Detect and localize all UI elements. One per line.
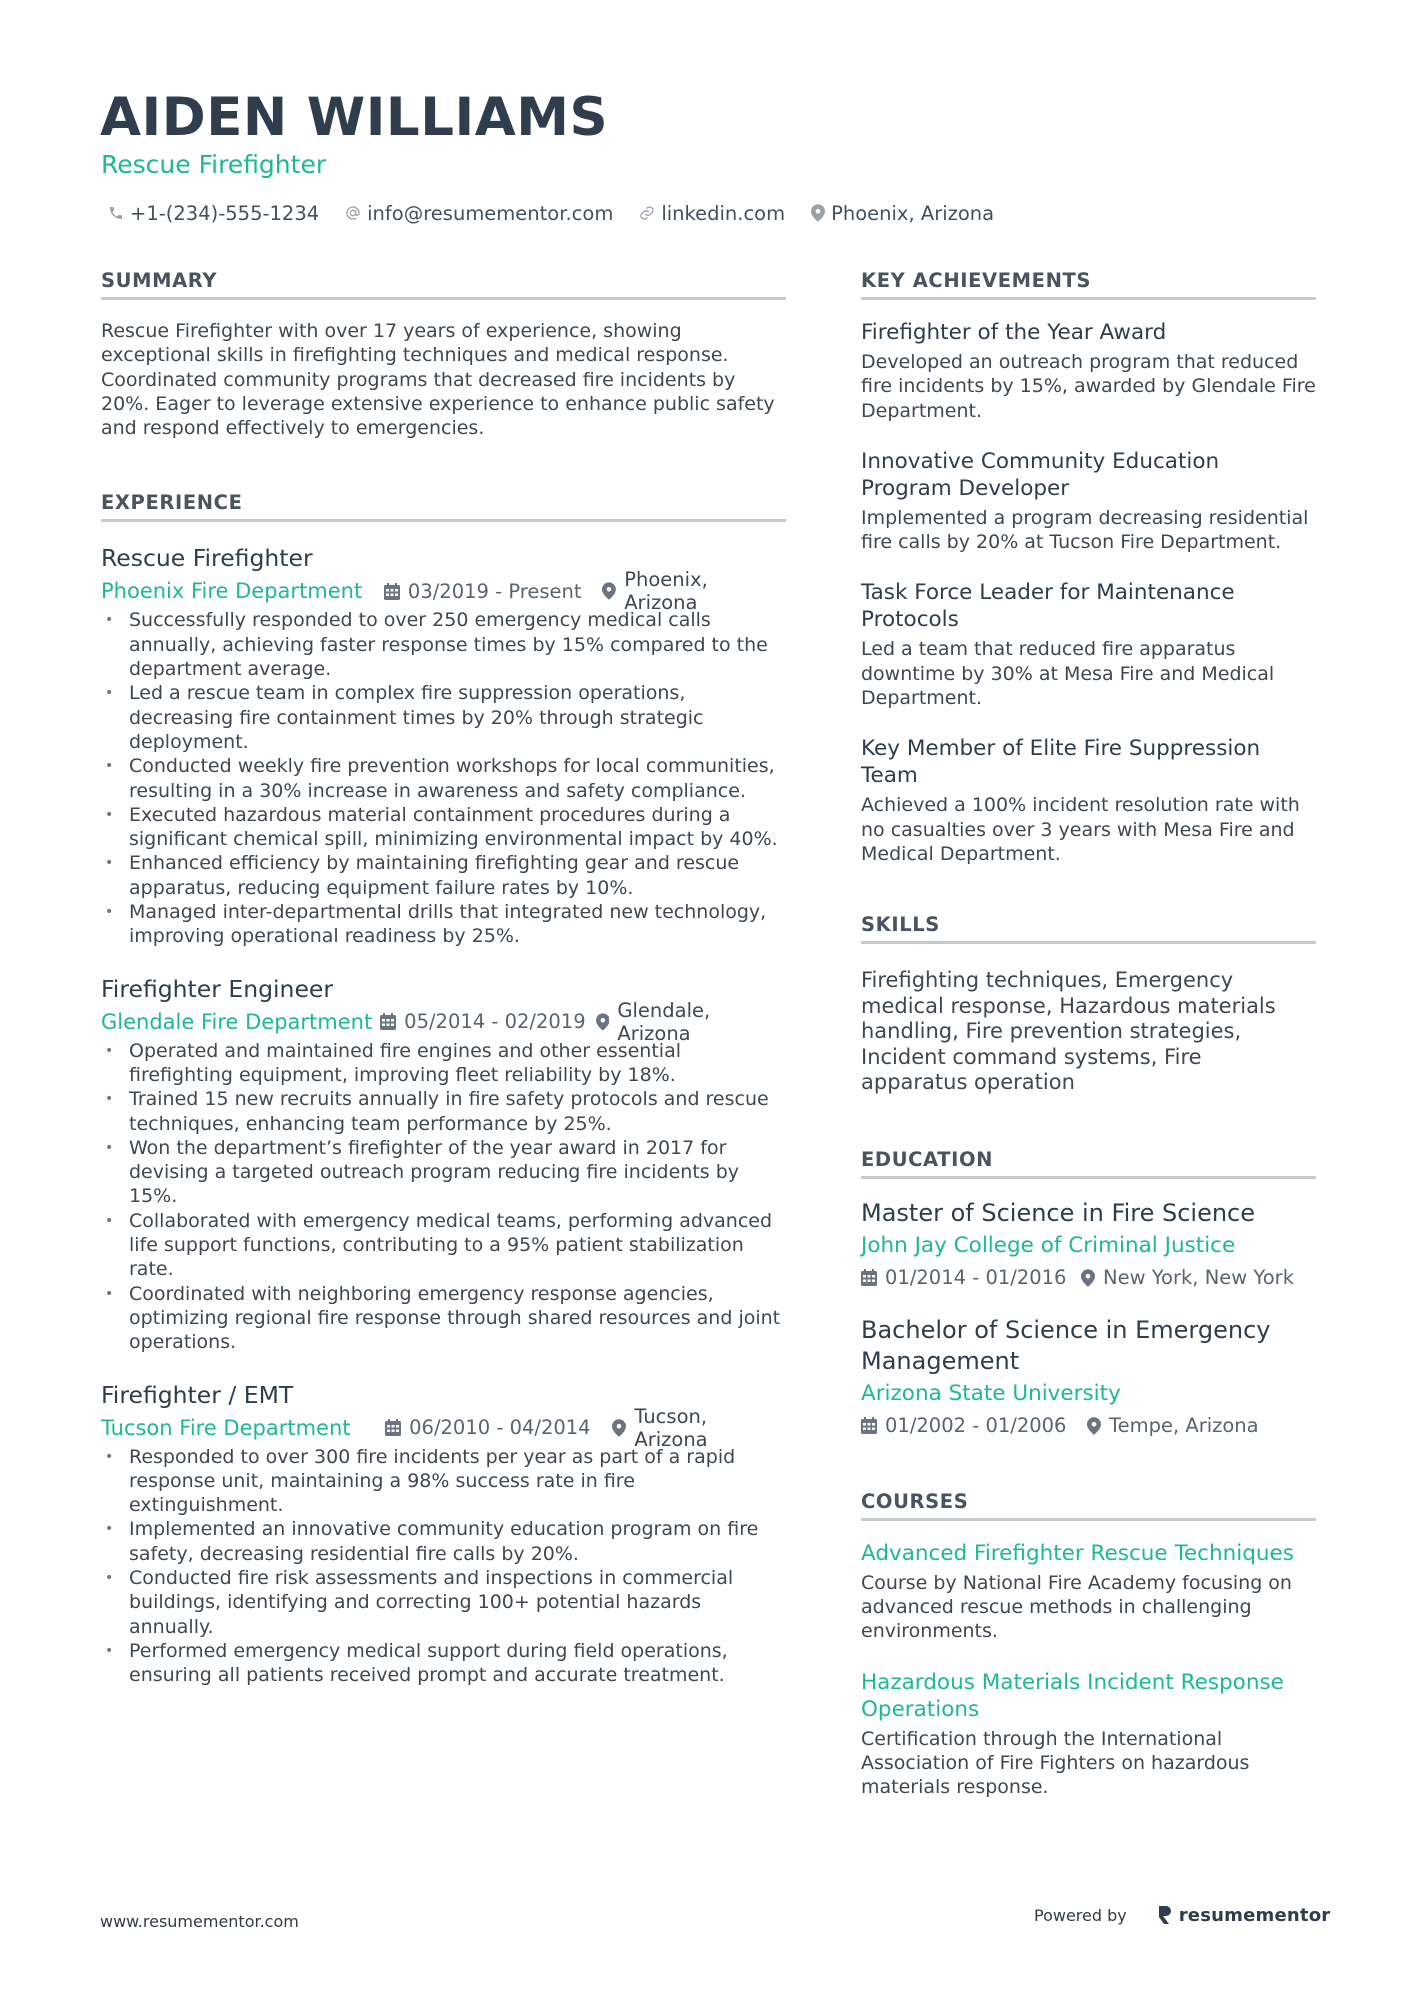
job-bullet: • Collaborated with emergency medical teams, performing advanced life support functions, contributing to a 95% patient stabilization rate.	[101, 1209, 786, 1282]
contact-phone-text: +1-(234)-555-1234	[130, 201, 320, 225]
education-school: Arizona State University	[861, 1380, 1121, 1406]
job-bullets	[101, 1039, 786, 1355]
contact-phone[interactable]	[108, 202, 319, 225]
location-icon	[602, 582, 616, 600]
job-bullet: • Led a rescue team in complex fire suppression operations, decreasing fire containment times by 20% through strategic deployment.	[101, 681, 786, 754]
achievement-item	[861, 448, 1316, 555]
job-bullet: • Successfully responded to over 250 emergency medical calls annually, achieving faster response times by 15% compared to the department average.	[101, 608, 786, 681]
job-meta	[101, 1404, 786, 1451]
education-meta	[861, 1411, 1316, 1441]
section-summary-heading: SUMMARY	[101, 266, 786, 300]
education-item	[861, 1198, 1316, 1293]
footer-website[interactable]: www.resumementor.com	[100, 1912, 299, 1931]
job-title: Rescue Firefighter	[101, 544, 313, 573]
course-title: Hazardous Materials Incident Response Operations	[861, 1669, 1284, 1722]
job-company: Phoenix Fire Department	[101, 579, 363, 604]
calendar-icon	[384, 583, 400, 600]
job-meta	[101, 998, 786, 1045]
job-dates-text: 03/2019 - Present	[407, 579, 582, 603]
education-location	[1087, 1414, 1259, 1437]
location-icon	[1087, 1417, 1101, 1435]
achievement-title: Key Member of Elite Fire Suppression Team	[861, 736, 1261, 789]
education-school: John Jay College of Criminal Justice	[861, 1232, 1236, 1258]
powered-by-label: Powered by	[1034, 1905, 1127, 1925]
job-bullet: • Implemented an innovative community education program on fire safety, decreasing residential fire calls by 20%.	[101, 1517, 786, 1566]
at-icon	[345, 205, 361, 221]
link-icon	[639, 205, 655, 221]
job-dates	[384, 580, 602, 603]
contact-bar	[108, 198, 1020, 228]
skills-text: Firefighting techniques, Emergency medical response, Hazardous materials handling, Fire prevention strategies, Incident command systems, Fire apparatus operation	[861, 968, 1276, 1095]
section-courses-heading: COURSES	[861, 1487, 1316, 1521]
resumementor-logo[interactable]	[1157, 1904, 1331, 1926]
course-text: Course by National Fire Academy focusing on advanced rescue methods in challenging environments.	[861, 1571, 1292, 1643]
left-column	[101, 266, 786, 1687]
summary-text: Rescue Firefighter with over 17 years of experience, showing exceptional skills in firefighting techniques and medical response. Coordinated community programs that decreased fire incidents by 20%. Eager to leverage extensive experience to enhance public safety and respond effectively to emergencies.	[101, 320, 775, 440]
course-item	[861, 1540, 1316, 1644]
right-column	[861, 266, 1316, 1800]
job-entry	[101, 1379, 786, 1688]
achievement-title: Innovative Community Education Program Developer	[861, 448, 1220, 501]
education-dates-text: 01/2002 - 01/2006	[885, 1414, 1067, 1438]
achievement-item	[861, 579, 1316, 710]
job-entry	[101, 542, 786, 948]
section-experience-heading: EXPERIENCE	[101, 488, 786, 522]
course-item	[861, 1669, 1316, 1800]
education-dates	[861, 1266, 1081, 1289]
job-location-text: Glendale, Arizona	[617, 998, 711, 1045]
job-dates	[385, 1416, 612, 1439]
education-degree: Master of Science in Fire Science	[861, 1198, 1256, 1227]
job-bullet: • Executed hazardous material containment procedures during a significant chemical spill, minimizing environmental impact by 40%.	[101, 803, 786, 852]
achievement-text: Implemented a program decreasing residential fire calls by 20% at Tucson Fire Department.	[861, 506, 1309, 554]
job-meta	[101, 568, 786, 615]
education-dates-text: 01/2014 - 01/2016	[885, 1266, 1067, 1290]
job-bullet: • Conducted weekly fire prevention workshops for local communities, resulting in a 30% increase in awareness and safety compliance.	[101, 754, 786, 803]
job-bullet: • Conducted fire risk assessments and inspections in commercial buildings, identifying and correcting 100+ potential hazards annually.	[101, 1566, 786, 1639]
calendar-icon	[861, 1417, 877, 1434]
job-bullet: • Managed inter-departmental drills that integrated new technology, improving operational readiness by 25%.	[101, 900, 786, 949]
job-title: Firefighter / EMT	[101, 1380, 294, 1409]
job-location-text: Tucson, Arizona	[634, 1404, 708, 1451]
job-bullets	[101, 608, 786, 948]
job-company: Tucson Fire Department	[101, 1415, 351, 1440]
section-skills-heading: SKILLS	[861, 910, 1316, 944]
contact-linkedin-text: linkedin.com	[661, 201, 786, 225]
job-bullets	[101, 1445, 786, 1688]
footer-branding	[1034, 1904, 1330, 1926]
candidate-name: AIDEN WILLIAMS	[100, 87, 609, 148]
calendar-icon	[385, 1419, 401, 1436]
section-achievements-heading: KEY ACHIEVEMENTS	[861, 266, 1316, 300]
job-bullet: • Performed emergency medical support during field operations, ensuring all patients received prompt and accurate treatment.	[101, 1639, 786, 1688]
job-company: Glendale Fire Department	[101, 1009, 373, 1034]
location-icon	[1081, 1269, 1095, 1287]
section-education-heading: EDUCATION	[861, 1145, 1316, 1179]
education-item	[861, 1315, 1316, 1441]
contact-location	[811, 202, 994, 225]
education-degree: Bachelor of Science in Emergency Management	[861, 1315, 1271, 1375]
location-icon	[596, 1013, 610, 1031]
job-bullet: • Responded to over 300 fire incidents per year as part of a rapid response unit, maintaining a 98% success rate in fire extinguishment.	[101, 1445, 786, 1518]
job-title: Firefighter Engineer	[101, 974, 334, 1003]
achievement-text: Developed an outreach program that reduced fire incidents by 15%, awarded by Glendale Fire Department.	[861, 351, 1316, 422]
location-icon	[612, 1419, 626, 1437]
achievement-item	[861, 319, 1316, 423]
achievement-text: Achieved a 100% incident resolution rate with no casualties over 3 years with Mesa Fire and Medical Department.	[861, 794, 1300, 865]
phone-icon	[108, 205, 124, 221]
job-dates-text: 05/2014 - 02/2019	[404, 1010, 586, 1034]
calendar-icon	[380, 1013, 396, 1030]
job-dates	[380, 1010, 596, 1033]
contact-email[interactable]	[345, 202, 613, 225]
job-bullet: • Won the department’s firefighter of the year award in 2017 for devising a targeted outreach program reducing fire incidents by 15%.	[101, 1136, 786, 1209]
job-bullet: • Coordinated with neighboring emergency response agencies, optimizing regional fire response through shared resources and joint operations.	[101, 1282, 786, 1355]
candidate-title: Rescue Firefighter	[101, 150, 327, 179]
education-meta	[861, 1263, 1316, 1293]
contact-email-text: info@resumementor.com	[367, 201, 614, 225]
job-location-text: Phoenix, Arizona	[624, 568, 708, 615]
achievement-text: Led a team that reduced fire apparatus downtime by 30% at Mesa Fire and Medical Department.	[861, 638, 1275, 710]
job-dates-text: 06/2010 - 04/2014	[409, 1416, 591, 1439]
job-bullet: • Enhanced efficiency by maintaining firefighting gear and rescue apparatus, reducing equipment failure rates by 10%.	[101, 851, 786, 900]
education-location	[1081, 1266, 1294, 1289]
calendar-icon	[861, 1269, 877, 1286]
education-location-text: New York, New York	[1103, 1266, 1294, 1290]
contact-location-text: Phoenix, Arizona	[831, 201, 995, 225]
logo-mark-icon	[1157, 1904, 1173, 1926]
job-bullet: • Trained 15 new recruits annually in fire safety protocols and rescue techniques, enhancing team performance by 25%.	[101, 1087, 786, 1136]
job-bullet: • Operated and maintained fire engines and other essential firefighting equipment, improving fleet reliability by 18%.	[101, 1039, 786, 1088]
logo-text: resumementor	[1178, 1904, 1331, 1926]
job-entry	[101, 973, 786, 1355]
achievement-title: Task Force Leader for Maintenance Protocols	[861, 580, 1235, 633]
achievement-title: Firefighter of the Year Award	[861, 320, 1167, 345]
location-icon	[811, 204, 825, 222]
education-location-text: Tempe, Arizona	[1109, 1414, 1259, 1438]
achievement-item	[861, 735, 1316, 866]
education-dates	[861, 1414, 1087, 1437]
course-text: Certification through the International Association of Fire Fighters on hazardous materials response.	[861, 1727, 1250, 1799]
course-title: Advanced Firefighter Rescue Techniques	[861, 1540, 1294, 1566]
contact-linkedin[interactable]	[639, 202, 785, 225]
